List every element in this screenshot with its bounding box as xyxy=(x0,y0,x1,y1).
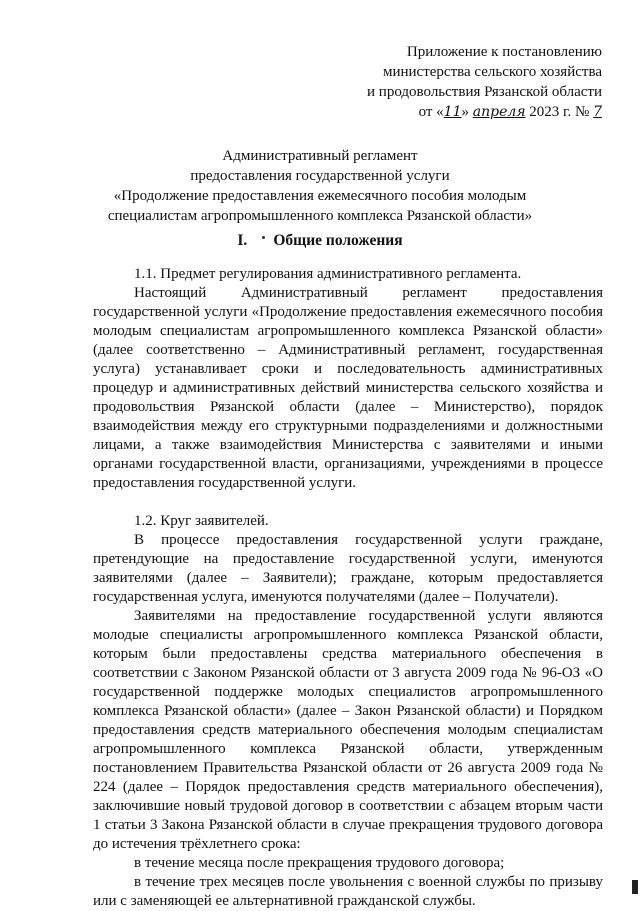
paragraph: Настоящий Административный регламент предоставления государственной услуги «Продолжение предоставления ежемесячного пособия молодым специалистам агропромышленного комплекса Рязанской области» (далее соответственно – Административный регламент, государственная услуга) устанавливает сроки и последовательность административных процедур и административных действий министерства сельского хозяйства и продовольствия Рязанской области (далее – Министерство), порядок взаимодействия между его структурными подразделениями и должностными лицами, а также взаимодействия Министерства с заявителями и иными органами государственной власти, организациями, учреждениями в процессе предоставления государственной услуги. xyxy=(93,285,603,491)
section-heading xyxy=(0,232,640,250)
approval-line-3: и продовольствия Рязанской области xyxy=(367,84,602,100)
document-number: 7 xyxy=(593,104,602,120)
scan-edge-mark xyxy=(632,880,638,894)
paragraph: в течение месяца после прекращения трудового договора; xyxy=(134,855,505,871)
date-mid: » xyxy=(461,104,473,120)
approval-line-1: Приложение к постановлению xyxy=(406,44,602,60)
approval-date-line xyxy=(367,102,602,122)
title-line-4: специалистам агропромышленного комплекса Рязанской области» xyxy=(107,208,533,224)
paragraph: В процессе предоставления государственной услуги граждане, претендующие на предоставление государственной услуги, именуются заявителями (далее – Заявители); граждане, которым предоставляется государственная услуга, именуются получателями (далее – Получатели). xyxy=(93,532,603,605)
approval-line-2: министерства сельского хозяйства xyxy=(382,64,602,80)
document-title xyxy=(60,146,580,226)
section-number: I. xyxy=(237,232,248,249)
paragraph: 1.2. Круг заявителей. xyxy=(134,513,269,529)
date-prefix: от « xyxy=(418,104,444,120)
date-day: 11 xyxy=(443,104,462,120)
title-line-2: предоставления государственной услуги xyxy=(190,168,450,184)
approval-block xyxy=(367,42,602,122)
title-line-3: «Продолжение предоставления ежемесячного пособия молодым xyxy=(113,188,527,204)
document-body xyxy=(93,265,603,911)
date-month: апреля xyxy=(472,104,526,120)
date-year: 2023 г. № xyxy=(525,104,594,120)
title-line-1: Административный регламент xyxy=(222,148,418,164)
section-title: Общие положения xyxy=(273,232,403,249)
paragraph: в течение трех месяцев после увольнения с военной службы по призыву или с заменяющей ее альтернативной гражданской службы. xyxy=(93,874,603,909)
paragraph: Заявителями на предоставление государственной услуги являются молодые специалисты агропромышленного комплекса Рязанской области, которым были предоставлены средства материального обеспечения в соответствии с Законом Рязанской области от 3 августа 2009 года № 96-ОЗ «О государственной поддержке молодых специалистов агропромышленного комплекса Рязанской области» (далее – Закон Рязанской области) и Порядком предоставления средств материального обеспечения молодым специалистам агропромышленного комплекса Рязанской области, утвержденным постановлением Правительства Рязанской области от 26 августа 2009 года № 224 (далее – Порядок предоставления средств материального обеспечения), заключившие новый трудовой договор в соответствии с абзацем вторым части 1 статьи 3 Закона Рязанской области в случае прекращения трудового договора до истечения трёхлетнего срока: xyxy=(93,608,603,852)
paragraph: 1.1. Предмет регулирования административного регламента. xyxy=(134,266,522,282)
